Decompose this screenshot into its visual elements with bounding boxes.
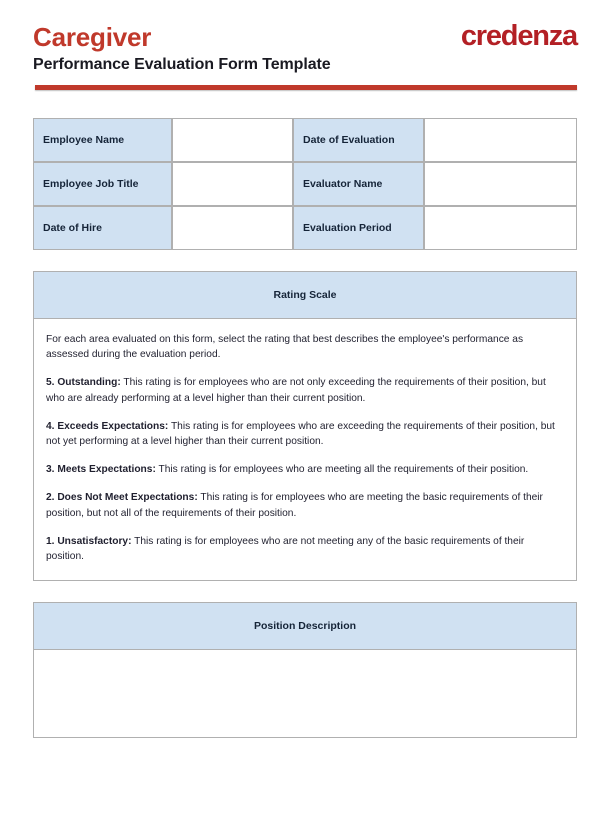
position-description-input[interactable] [33, 650, 577, 738]
header-divider-rule [35, 85, 577, 90]
label-employee-name: Employee Name [33, 118, 172, 162]
label-date-of-evaluation: Date of Evaluation [293, 118, 424, 162]
rating-scale-heading: Rating Scale [273, 289, 337, 301]
rating-scale-section [33, 271, 577, 581]
page-subtitle: Performance Evaluation Form Template [33, 56, 331, 73]
field-evaluator-name[interactable] [424, 162, 577, 206]
rating-level-3-name: 3. Meets Expectations: [46, 464, 156, 476]
field-employee-name[interactable] [172, 118, 293, 162]
rating-level-1-description: This rating is for employees who are not meeting any of the basic requirements of their position. [46, 535, 525, 563]
rating-scale-header [33, 271, 577, 319]
rating-level-3 [46, 462, 564, 477]
position-description-header [33, 602, 577, 650]
rating-level-2-name: 2. Does Not Meet Expectations: [46, 492, 198, 504]
document-header [33, 0, 577, 92]
field-employee-job-title[interactable] [172, 162, 293, 206]
label-date-of-hire: Date of Hire [33, 206, 172, 250]
label-evaluator-name: Evaluator Name [293, 162, 424, 206]
rating-level-1-name: 1. Unsatisfactory: [46, 535, 132, 547]
rating-level-4-name: 4. Exceeds Expectations: [46, 420, 169, 432]
rating-scale-intro: For each area evaluated on this form, select the rating that best describes the employee's performance as assessed during the evaluation period. [46, 334, 524, 361]
rating-level-4-description: This rating is for employees who are exceeding the requirements of their position, but not yet performing at a level higher than their current position. [46, 420, 555, 448]
field-evaluation-period[interactable] [424, 206, 577, 250]
rating-level-4 [46, 419, 564, 449]
table-row [33, 118, 577, 162]
field-date-of-hire[interactable] [172, 206, 293, 250]
rating-level-5 [46, 375, 564, 405]
position-description-section [33, 602, 577, 738]
label-employee-job-title: Employee Job Title [33, 162, 172, 206]
employee-info-table [33, 118, 577, 250]
rating-scale-body [33, 319, 577, 581]
rating-level-5-description: This rating is for employees who are not only exceeding the requirements of their position, but who are already performing at a level higher than their current position. [46, 377, 546, 404]
page-title: Caregiver [33, 22, 152, 52]
rating-level-2 [46, 490, 564, 520]
rating-level-3-description: This rating is for employees who are meeting all the requirements of their position. [155, 464, 529, 476]
rating-level-2-description: This rating is for employees who are meeting the basic requirements of their position, but not all of the requirements of their position. [46, 492, 543, 519]
rating-level-1 [46, 534, 564, 564]
label-evaluation-period: Evaluation Period [293, 206, 424, 250]
employee-info-table-body [33, 118, 577, 250]
title-block [33, 22, 331, 76]
table-row [33, 162, 577, 206]
table-row [33, 206, 577, 250]
field-date-of-evaluation[interactable] [424, 118, 577, 162]
credenza-logo: credenza [460, 20, 577, 52]
position-description-heading: Position Description [253, 620, 357, 633]
rating-level-5-name: 5. Outstanding: [46, 377, 121, 389]
